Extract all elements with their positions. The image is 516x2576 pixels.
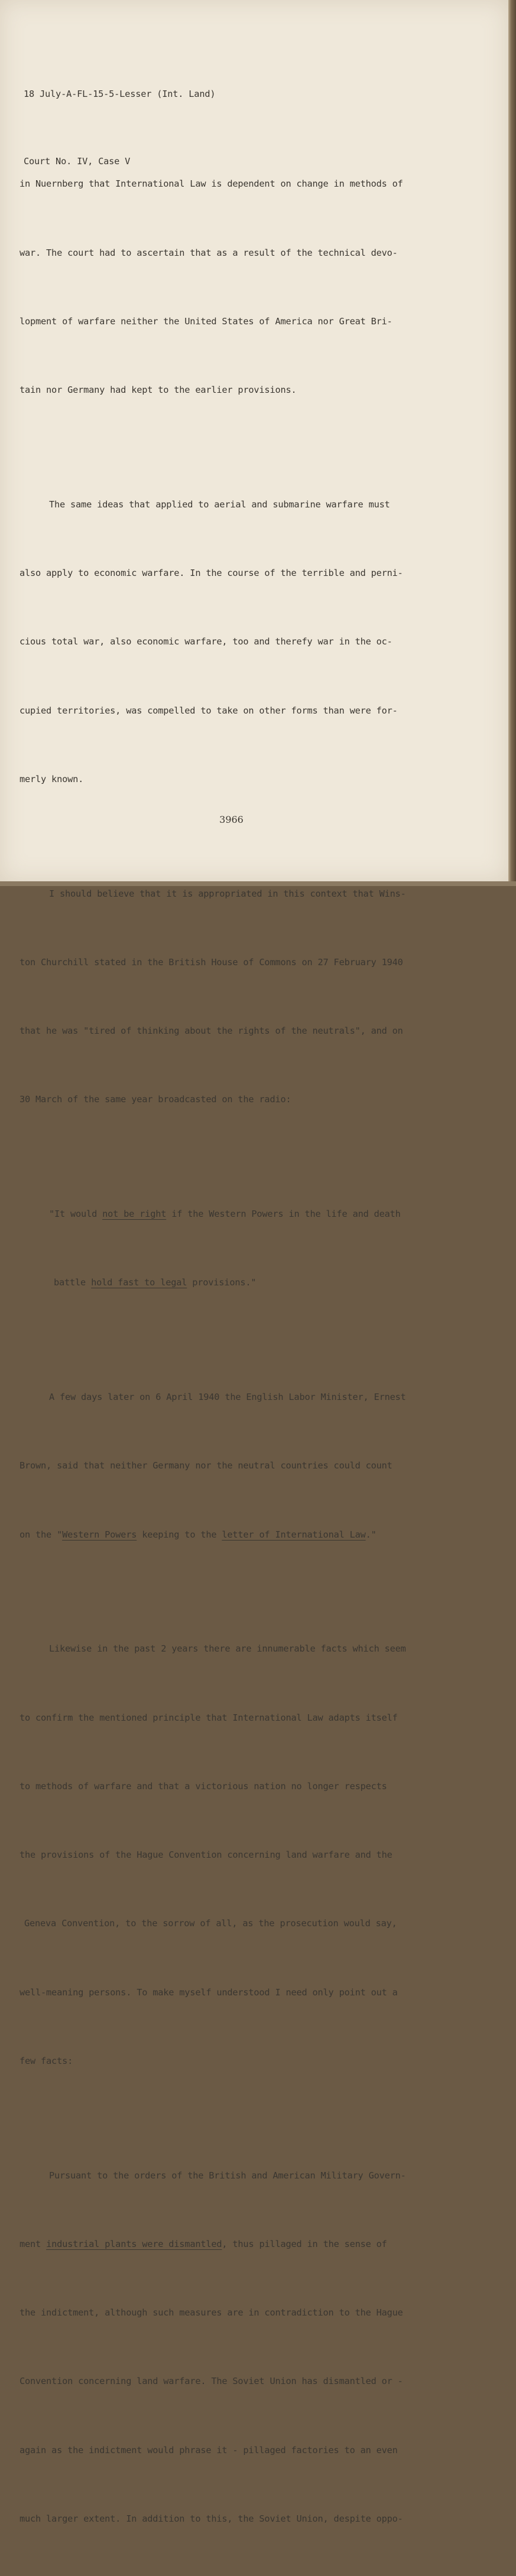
text-line: in Nuernberg that International Law is dependent on change in methods of bbox=[20, 178, 403, 190]
line-text: keeping to the bbox=[137, 1529, 222, 1540]
quote-text: provisions." bbox=[187, 1277, 257, 1288]
text-line: The same ideas that applied to aerial and submarine warfare must bbox=[49, 499, 390, 510]
text-line: cious total war, also economic warfare, too and therefy war in the oc- bbox=[20, 636, 392, 647]
text-line: well-meaning persons. To make myself understood I need only point out a bbox=[20, 1986, 398, 1998]
text-line: that he was "tired of thinking about the rights of the neutrals", and on bbox=[20, 1025, 403, 1036]
text-line: to methods of warfare and that a victorious nation no longer respects bbox=[20, 1780, 387, 1792]
quote-line bbox=[20, 1271, 445, 1294]
line-text: on the " bbox=[20, 1529, 63, 1540]
line-text: , thus pillaged in the sense of bbox=[222, 2238, 387, 2249]
text-line: merly known. bbox=[20, 773, 84, 784]
underlined-text: industrial plants were dismantled bbox=[46, 2238, 222, 2249]
page-number: 3966 bbox=[219, 814, 244, 825]
document-body bbox=[20, 104, 445, 2576]
text-line: also apply to economic warfare. In the course of the terrible and perni- bbox=[20, 568, 403, 578]
header-court-line: Court No. IV, Case V bbox=[24, 156, 131, 167]
header-reference-line: 18 July-A-FL-15-5-Lesser (Int. Land) bbox=[24, 89, 216, 99]
text-line: war. The court had to ascertain that as a result of the technical devo- bbox=[20, 247, 398, 258]
text-line: lopment of warfare neither the United States of America nor Great Bri- bbox=[20, 315, 392, 327]
underlined-text: not be right bbox=[102, 1209, 167, 1219]
text-line: the provisions of the Hague Convention concerning land warfare and the bbox=[20, 1849, 392, 1860]
underlined-text: Western Powers bbox=[62, 1529, 137, 1540]
text-line: ton Churchill stated in the British House of Commons on 27 February 1940 bbox=[20, 956, 403, 968]
text-line: Pursuant to the orders of the British and American Military Govern- bbox=[49, 2170, 406, 2181]
text-line: Likewise in the past 2 years there are innumerable facts which seem bbox=[49, 1643, 406, 1655]
text-line: again as the indictment would phrase it - pillaged factories to an even bbox=[20, 2444, 398, 2455]
quote-text: battle bbox=[54, 1277, 92, 1288]
text-line: much larger extent. In addition to this, the Soviet Union, despite oppo- bbox=[20, 2513, 403, 2524]
line-text: ." bbox=[365, 1529, 377, 1540]
text-line: Brown, said that neither Germany nor the neutral countries could count bbox=[20, 1460, 392, 1471]
text-line: few facts: bbox=[20, 2055, 73, 2066]
underlined-text: hold fast to legal bbox=[91, 1277, 187, 1288]
text-line: Geneva Convention, to the sorrow of all, as the prosecution would say, bbox=[24, 1918, 397, 1929]
text-line bbox=[20, 1523, 445, 1546]
text-line: the indictment, although such measures are in contradiction to the Hague bbox=[20, 2307, 403, 2318]
text-line bbox=[20, 2233, 445, 2256]
text-line: A few days later on 6 April 1940 the English Labor Minister, Ernest bbox=[49, 1392, 406, 1402]
text-line: I should believe that it is appropriated in this context that Wins- bbox=[49, 888, 406, 899]
text-line: cupied territories, was compelled to take on other forms than were for- bbox=[20, 705, 398, 716]
quote-text: "It would bbox=[49, 1209, 103, 1219]
underlined-text: letter of International Law bbox=[222, 1529, 366, 1540]
text-line: to confirm the mentioned principle that International Law adapts itself bbox=[20, 1712, 398, 1723]
quote-text: if the Western Powers in the life and death bbox=[166, 1209, 401, 1219]
bottom-edge bbox=[0, 881, 516, 886]
line-text: ment bbox=[20, 2238, 47, 2249]
quote-line bbox=[20, 1203, 445, 1226]
text-line: Convention concerning land warfare. The Soviet Union has dismantled or - bbox=[20, 2376, 403, 2387]
binding-edge bbox=[508, 0, 516, 886]
text-line: 30 March of the same year broadcasted on the radio: bbox=[20, 1094, 291, 1105]
text-line: tain nor Germany had kept to the earlier provisions. bbox=[20, 385, 297, 395]
